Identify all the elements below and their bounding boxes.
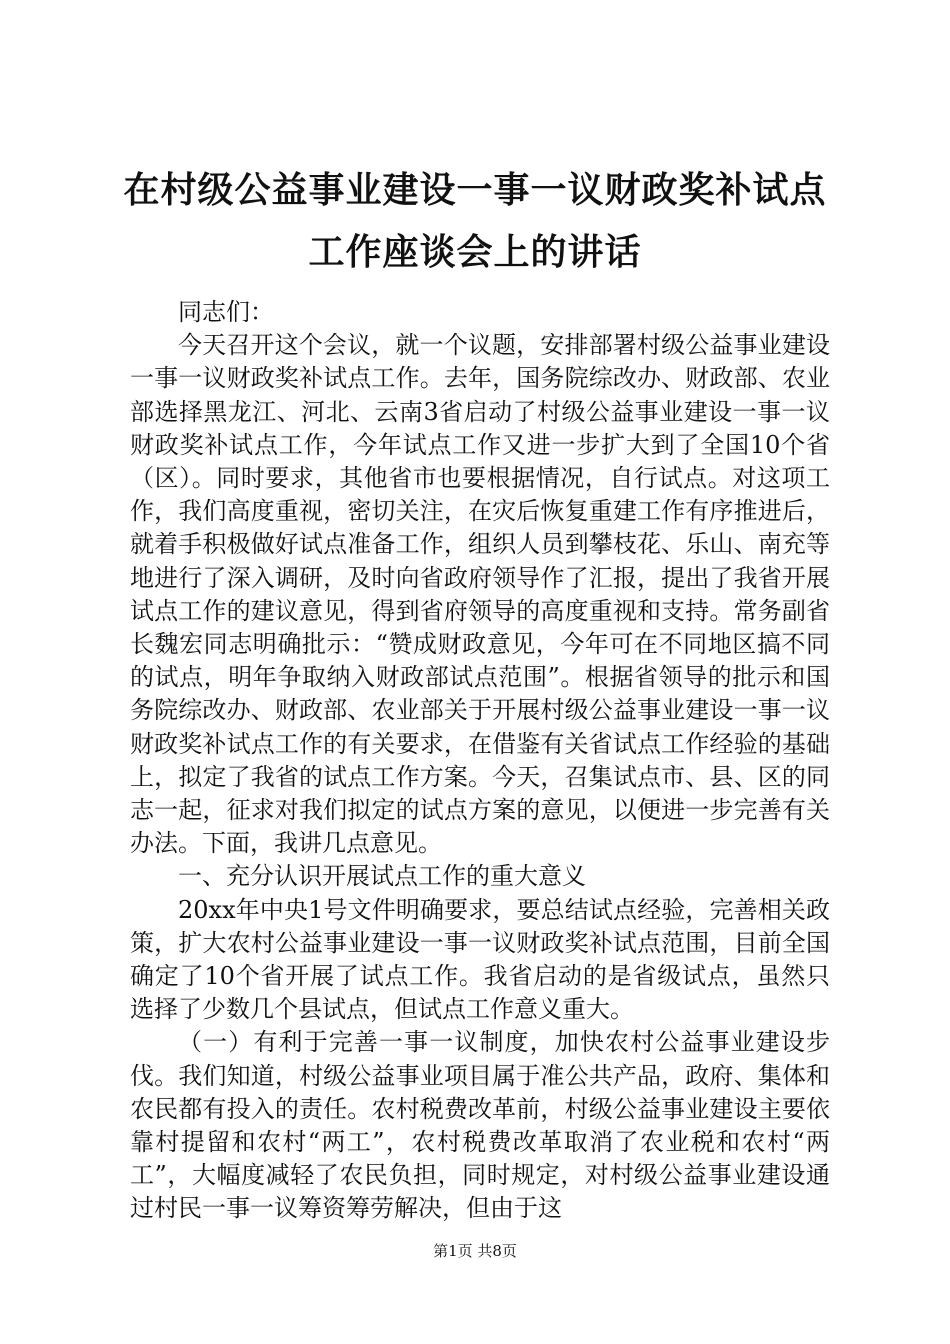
body-paragraph: 20xx年中央1号文件明确要求，要总结试点经验，完善相关政策，扩大农村公益事业建设一事一议财政奖补试点范围，目前全国确定了10个省开展了试点工作。我省启动的是省级试点，虽然只选择了少数几个县试点，但试点工作意义重大。 [130, 895, 830, 1024]
intro-paragraph: 今天召开这个会议，就一个议题，安排部署村级公益事业建设一事一议财政奖补试点工作。去年，国务院综改办、财政部、农业部选择黑龙江、河北、云南3省启动了村级公益事业建设一事一议财政奖补试点工作，今年试点工作又进一步扩大到了全国10个省（区）。同时要求，其他省市也要根据情况，自行试点。对这项工作，我们高度重视，密切关注，在灾后恢复重建工作有序推进后，就着手积极做好试点准备工作，组织人员到攀枝花、乐山、南充等地进行了深入调研，及时向省政府领导作了汇报，提出了我省开展试点工作的建议意见，得到省府领导的高度重视和支持。常务副省长魏宏同志明确批示：“赞成财政意见，今年可在不同地区搞不同的试点，明年争取纳入财政部试点范围”。根据省领导的批示和国务院综改办、财政部、农业部关于开展村级公益事业建设一事一议财政奖补试点工作的有关要求，在借鉴有关省试点工作经验的基础上，拟定了我省的试点工作方案。今天，召集试点市、县、区的同志一起，征求对我们拟定的试点方案的意见，以便进一步完善有关办法。下面，我讲几点意见。 [130, 331, 830, 858]
salutation-paragraph: 同志们： [178, 298, 274, 326]
body-paragraph: （一）有利于完善一事一议制度，加快农村公益事业建设步伐。我们知道，村级公益事业项目属于准公共产品，政府、集体和农民都有投入的责任。农村税费改革前，村级公益事业建设主要依靠村提留和农村“两工”，农村税费改革取消了农业税和农村“两工”，大幅度减轻了农民负担，同时规定，对村级公益事业建设通过村民一事一议筹资筹劳解决，但由于这 [130, 1028, 830, 1223]
section-heading: 一、充分认识开展试点工作的重大意义 [178, 862, 586, 891]
page-footer: 第1页 共8页 [433, 1242, 517, 1260]
document-title: 在村级公益事业建设一事一议财政奖补试点工作座谈会上的讲话 [123, 170, 827, 273]
document-body [130, 296, 830, 1226]
